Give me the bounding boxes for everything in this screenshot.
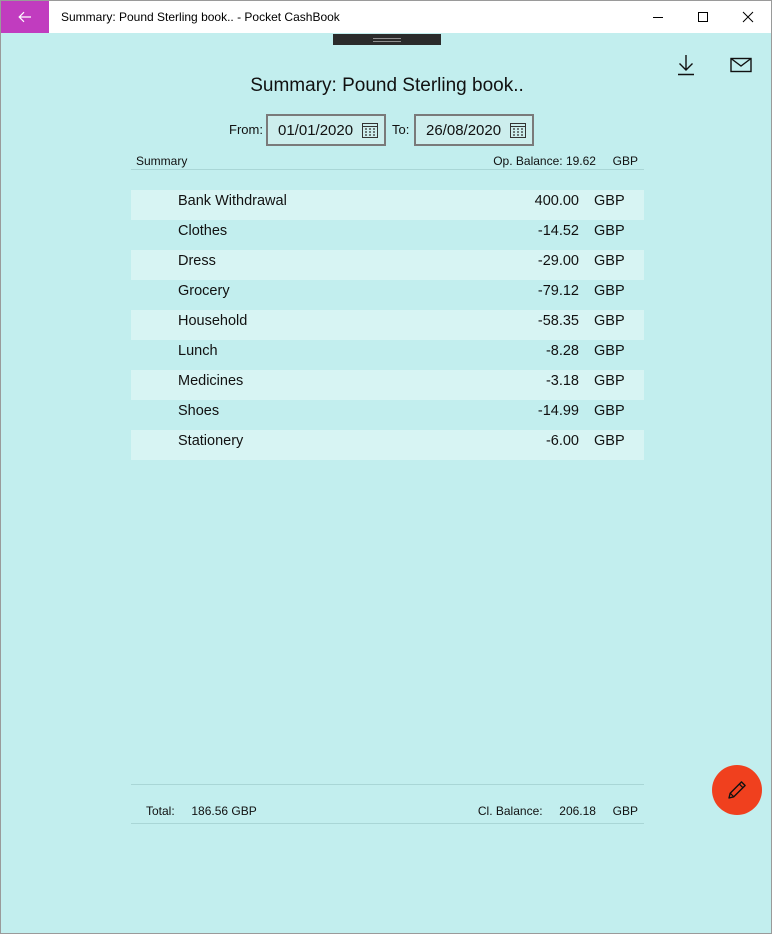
window-title: Summary: Pound Sterling book.. - Pocket CashBook <box>61 10 340 24</box>
item-amount: 400.00 <box>534 193 579 209</box>
to-date-picker[interactable] <box>414 114 534 146</box>
item-amount: -79.12 <box>537 283 579 299</box>
item-name: Clothes <box>178 223 228 239</box>
mail-icon <box>730 57 752 73</box>
item-currency: GBP <box>594 433 625 449</box>
list-item[interactable] <box>131 250 644 280</box>
item-currency: GBP <box>594 343 625 359</box>
drag-handle[interactable] <box>333 34 441 45</box>
summary-label: Summary <box>136 154 188 168</box>
item-amount: -6.00 <box>545 433 579 449</box>
list-item[interactable] <box>131 340 644 370</box>
list-item[interactable] <box>131 220 644 250</box>
from-label: From: <box>229 122 263 137</box>
total-label: Total: <box>146 804 175 818</box>
minimize-icon <box>652 11 664 23</box>
list-item[interactable] <box>131 190 644 220</box>
cl-balance-currency: GBP <box>612 804 638 818</box>
op-balance-value: 19.62 <box>565 154 596 168</box>
total-value: 186.56 GBP <box>191 804 257 818</box>
item-name: Shoes <box>178 403 220 419</box>
item-name: Stationery <box>178 433 244 449</box>
total <box>146 804 257 818</box>
item-amount: -14.99 <box>537 403 579 419</box>
item-currency: GBP <box>594 223 625 239</box>
item-amount: -3.18 <box>545 373 579 389</box>
opening-balance <box>493 154 638 168</box>
page-title: Summary: Pound Sterling book.. <box>250 75 524 96</box>
pencil-icon <box>726 779 748 801</box>
item-currency: GBP <box>594 373 625 389</box>
item-amount: -29.00 <box>537 253 579 269</box>
cl-balance-value: 206.18 <box>559 804 596 818</box>
op-balance-label: Op. Balance: <box>493 154 563 168</box>
back-button[interactable] <box>1 1 49 33</box>
minimize-button[interactable] <box>635 1 680 33</box>
summary-list <box>131 190 644 460</box>
calendar-icon <box>510 122 526 138</box>
maximize-icon <box>697 11 709 23</box>
from-date-picker[interactable] <box>266 114 386 146</box>
closing-balance <box>478 804 638 818</box>
to-date-value: 26/08/2020 <box>426 122 502 139</box>
close-button[interactable] <box>725 1 770 33</box>
item-name: Dress <box>178 253 216 269</box>
item-name: Lunch <box>178 343 218 359</box>
item-currency: GBP <box>594 253 625 269</box>
item-name: Household <box>178 313 248 329</box>
arrow-left-icon <box>18 11 32 23</box>
item-currency: GBP <box>594 193 625 209</box>
item-name: Grocery <box>178 283 230 299</box>
item-currency: GBP <box>594 283 625 299</box>
item-currency: GBP <box>594 313 625 329</box>
date-range <box>1 114 772 146</box>
item-currency: GBP <box>594 403 625 419</box>
maximize-button[interactable] <box>680 1 725 33</box>
list-item[interactable] <box>131 400 644 430</box>
list-item[interactable] <box>131 310 644 340</box>
item-amount: -58.35 <box>537 313 579 329</box>
list-item[interactable] <box>131 370 644 400</box>
item-amount: -14.52 <box>537 223 579 239</box>
list-item[interactable] <box>131 280 644 310</box>
item-amount: -8.28 <box>545 343 579 359</box>
item-name: Bank Withdrawal <box>178 193 287 209</box>
grip-line <box>373 41 401 42</box>
grip-line <box>373 38 401 39</box>
cl-balance-label: Cl. Balance: <box>477 804 543 818</box>
summary-header <box>131 153 644 170</box>
title-bar <box>1 1 771 33</box>
to-label: To: <box>392 122 410 137</box>
download-icon <box>677 54 695 76</box>
close-icon <box>742 11 754 23</box>
item-name: Medicines <box>178 373 244 389</box>
totals-footer <box>131 784 644 824</box>
op-balance-currency: GBP <box>612 154 638 168</box>
from-date-value: 01/01/2020 <box>278 122 354 139</box>
list-item[interactable] <box>131 430 644 460</box>
calendar-icon <box>362 122 378 138</box>
edit-fab-button[interactable] <box>712 765 762 815</box>
